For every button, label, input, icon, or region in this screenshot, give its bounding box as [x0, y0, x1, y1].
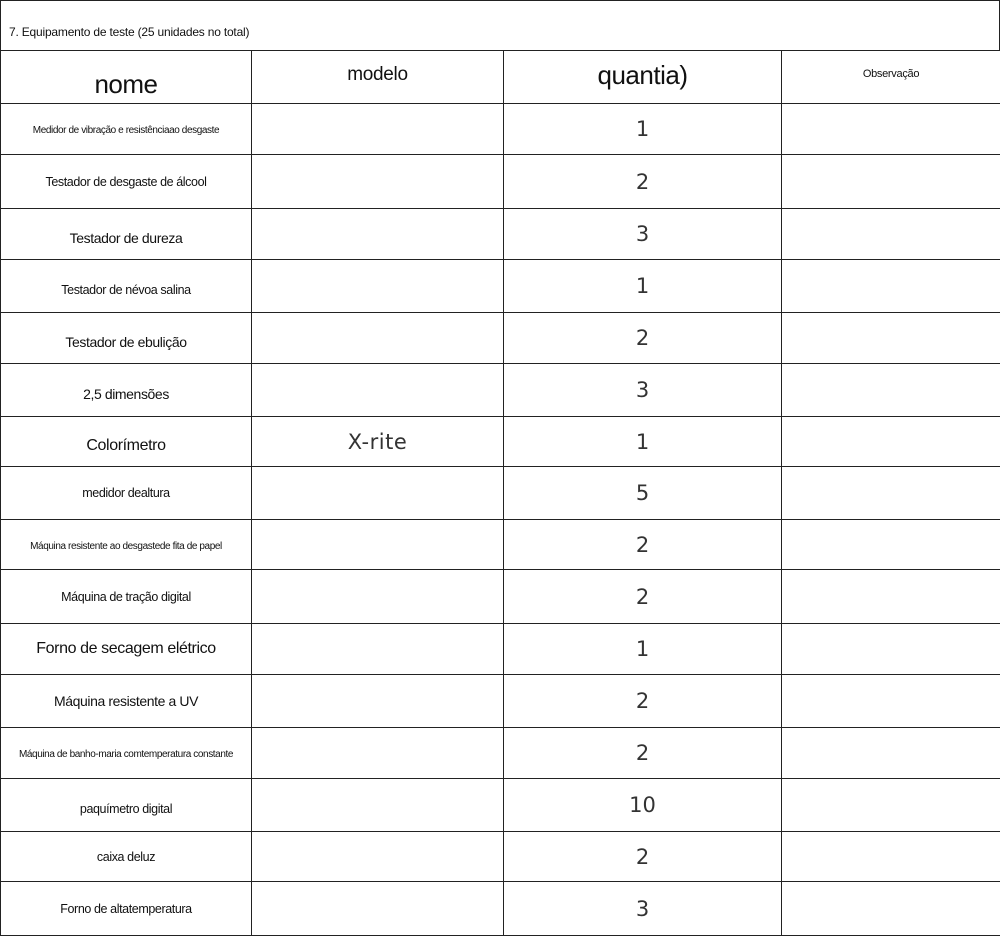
equipment-name-line: Máquina de banho-maria com	[19, 748, 141, 762]
cell-quantity: 2	[504, 155, 782, 209]
cell-model	[252, 675, 504, 728]
cell-model	[252, 260, 504, 313]
cell-name	[1, 260, 252, 313]
equipment-name-line: Máquina de tração digital	[61, 589, 191, 606]
equipment-name-line: medidor de	[82, 485, 141, 502]
cell-observation	[782, 832, 1000, 882]
cell-model	[252, 364, 504, 417]
table-row	[1, 675, 1000, 728]
cell-observation	[782, 104, 1000, 155]
cell-quantity: 3	[504, 882, 782, 936]
cell-name	[1, 779, 252, 832]
cell-name	[1, 467, 252, 520]
cell-name	[1, 882, 252, 936]
equipment-name-line: Testador de desgaste de álcool	[45, 174, 206, 191]
cell-quantity: 1	[504, 624, 782, 675]
cell-model	[252, 467, 504, 520]
equipment-name-line: Testador de ebulição	[65, 333, 186, 352]
cell-name	[1, 209, 252, 260]
cell-observation	[782, 728, 1000, 779]
cell-model	[252, 624, 504, 675]
cell-name	[1, 364, 252, 417]
cell-model	[252, 209, 504, 260]
table-row	[1, 155, 1000, 209]
cell-name	[1, 313, 252, 364]
cell-quantity: 2	[504, 313, 782, 364]
cell-name	[1, 832, 252, 882]
column-header-model: modelo	[252, 51, 504, 104]
table-row	[1, 779, 1000, 832]
cell-model	[252, 520, 504, 570]
cell-quantity: 2	[504, 728, 782, 779]
cell-observation	[782, 675, 1000, 728]
table-row	[1, 624, 1000, 675]
cell-model	[252, 570, 504, 624]
table-row	[1, 364, 1000, 417]
cell-observation	[782, 520, 1000, 570]
table-row	[1, 104, 1000, 155]
equipment-name	[97, 849, 155, 866]
cell-observation	[782, 624, 1000, 675]
equipment-name	[82, 485, 169, 502]
equipment-name-line: ao desgaste	[169, 124, 219, 138]
equipment-name	[65, 333, 186, 352]
table-row	[1, 260, 1000, 313]
cell-name	[1, 624, 252, 675]
cell-observation	[782, 155, 1000, 209]
cell-name	[1, 155, 252, 209]
equipment-name	[86, 435, 165, 457]
cell-quantity: 1	[504, 417, 782, 467]
equipment-name	[60, 901, 191, 918]
column-header-observation: Observação	[782, 51, 1000, 104]
equipment-name-line: Forno de secagem elétrico	[36, 638, 215, 660]
cell-observation	[782, 313, 1000, 364]
cell-quantity: 3	[504, 209, 782, 260]
equipment-name-line: luz	[140, 849, 155, 866]
table-row	[1, 467, 1000, 520]
equipment-name-line: paquímetro digital	[80, 801, 172, 818]
cell-model	[252, 882, 504, 936]
cell-name	[1, 520, 252, 570]
cell-observation	[782, 209, 1000, 260]
equipment-name-line: Máquina resistente a UV	[54, 692, 198, 711]
equipment-name-line: Máquina resistente ao desgaste	[30, 540, 160, 554]
cell-quantity: 2	[504, 675, 782, 728]
cell-model	[252, 832, 504, 882]
cell-quantity: 1	[504, 104, 782, 155]
equipment-name-line: temperatura	[129, 901, 192, 918]
equipment-name-line: Testador de névoa salina	[61, 282, 190, 299]
cell-quantity: 2	[504, 570, 782, 624]
equipment-name	[33, 124, 219, 138]
cell-quantity: 1	[504, 260, 782, 313]
cell-quantity: 2	[504, 832, 782, 882]
cell-model	[252, 728, 504, 779]
cell-quantity: 5	[504, 467, 782, 520]
cell-name	[1, 675, 252, 728]
equipment-name	[36, 638, 215, 660]
equipment-name-line: temperatura constante	[141, 748, 233, 762]
equipment-name-line: Forno de alta	[60, 901, 128, 918]
cell-observation	[782, 417, 1000, 467]
cell-quantity: 2	[504, 520, 782, 570]
equipment-name	[83, 385, 169, 404]
table-row	[1, 882, 1000, 936]
equipment-name-line: 2,5 dimensões	[83, 385, 169, 404]
equipment-name-line: Colorímetro	[86, 435, 165, 457]
equipment-name	[61, 589, 191, 606]
equipment-name	[30, 540, 222, 554]
table-row	[1, 832, 1000, 882]
equipment-table	[0, 50, 1000, 936]
equipment-name	[61, 282, 190, 299]
equipment-name	[19, 748, 233, 762]
column-header-quantity: quantia)	[504, 51, 782, 104]
cell-model	[252, 104, 504, 155]
cell-model	[252, 779, 504, 832]
cell-observation	[782, 882, 1000, 936]
cell-observation	[782, 364, 1000, 417]
equipment-name-line: Testador de dureza	[70, 229, 183, 248]
equipment-name	[80, 801, 172, 818]
equipment-name	[45, 174, 206, 191]
cell-name	[1, 104, 252, 155]
table-row	[1, 209, 1000, 260]
section-title: 7. Equipamento de teste (25 unidades no total)	[0, 0, 1000, 50]
table-row	[1, 417, 1000, 467]
cell-observation	[782, 467, 1000, 520]
table-row	[1, 520, 1000, 570]
equipment-name-line: altura	[141, 485, 170, 502]
cell-observation	[782, 260, 1000, 313]
cell-model	[252, 155, 504, 209]
cell-model: X-rite	[252, 417, 504, 467]
cell-name	[1, 570, 252, 624]
equipment-name-line: Medidor de vibração e resistência	[33, 124, 169, 138]
equipment-name-line: de fita de papel	[160, 540, 222, 554]
equipment-name-line: caixa de	[97, 849, 140, 866]
table-row	[1, 728, 1000, 779]
table-row	[1, 570, 1000, 624]
cell-quantity: 10	[504, 779, 782, 832]
equipment-name	[54, 692, 198, 711]
column-header-name: nome	[1, 51, 252, 104]
cell-observation	[782, 779, 1000, 832]
cell-observation	[782, 570, 1000, 624]
cell-name	[1, 728, 252, 779]
header-row	[1, 51, 1000, 104]
equipment-name	[70, 229, 183, 248]
table-row	[1, 313, 1000, 364]
cell-model	[252, 313, 504, 364]
cell-name	[1, 417, 252, 467]
cell-quantity: 3	[504, 364, 782, 417]
